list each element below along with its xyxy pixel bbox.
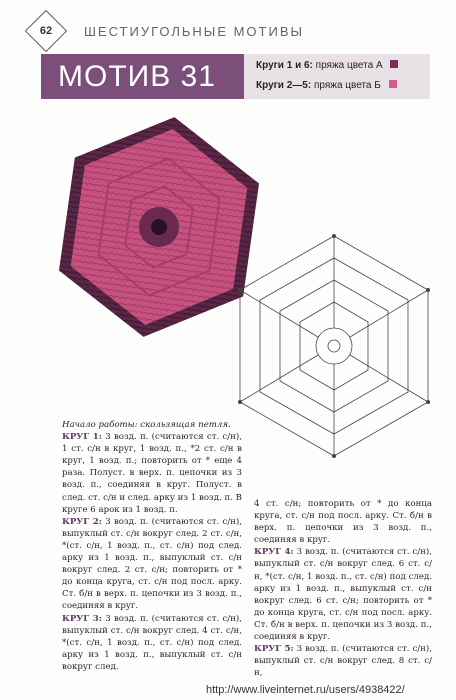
- round-label: КРУГ 1:: [62, 432, 102, 443]
- section-title: ШЕСТИУГОЛЬНЫЕ МОТИВЫ: [84, 24, 305, 39]
- crochet-chart: [232, 232, 436, 462]
- instructions-column-1: [62, 419, 242, 673]
- round-text: 4 ст. с/н; повторить от * до конца круга, ст. с/н под посл. арку. Ст. б/н в верх. п. цепочки из 3 возд. п., соединяя в круг.: [254, 499, 432, 546]
- yarn-row-a: [256, 60, 398, 71]
- yarn-row-b: [256, 80, 397, 91]
- instructions-column-2: [254, 498, 432, 679]
- round-label: КРУГ 2:: [62, 516, 102, 527]
- motif-title: МОТИВ 31: [58, 60, 216, 93]
- round-label: КРУГ 4:: [254, 547, 294, 558]
- color-swatch-b: [389, 80, 397, 88]
- round-text: 3 возд. п. (считаются ст. с/н), 1 ст. с/н в круг, 1 возд. п., *2 ст. с/н в круг, 1 возд. п.; повторить от * еще 4 раза. Полуст. в верх. п. цепочки из 3 возд. п., соединяя в круг. Полуст. в след. ст. с/н и след. арку из 1 возд. п. В круге 6 арок из 1 возд. п.: [62, 432, 242, 515]
- color-swatch-a: [390, 60, 398, 68]
- round-5: [254, 643, 432, 679]
- round-3: [62, 613, 242, 673]
- round-1: [62, 431, 242, 516]
- round-text: 3 возд. п. (считаются ст. с/н), выпуклый ст. с/н вокруг след. 4 ст. с/н, *(ст. с/н, 1 возд. п., ст. с/н) под след. арку из 1 возд. п., выпуклый ст. с/н вокруг след.: [62, 613, 242, 672]
- round-text: 3 возд. п. (считаются ст. с/н), выпуклый ст. с/н вокруг след. 2 ст. с/н, *(ст. с/н, 1 возд. п., ст. с/н) под след. арку из 1 возд. п., выпуклый ст. с/н вокруг след. 2 ст. с/н; повторить от * до конца круга, ст. с/н под посл. арку. Ст. б/н в верх. п. цепочки из 3 возд. п., соединяя в круг.: [62, 516, 242, 612]
- page-number: 62: [39, 25, 53, 37]
- yarn-label: Круги 1 и 6:: [256, 60, 313, 71]
- yarn-text: пряжа цвета А: [315, 60, 383, 71]
- round-2: [62, 516, 242, 613]
- yarn-label: Круги 2—5:: [256, 80, 312, 91]
- intro-text: Начало работы: скользящая петля.: [62, 420, 231, 430]
- round-text: 3 возд. п. (считаются ст. с/н), выпуклый ст. с/н вокруг след. 8 ст. с/н,: [254, 644, 432, 679]
- round-text: 3 возд. п. (считаются ст. с/н), выпуклый ст. с/н вокруг след. 6 ст. с/н, *(ст. с/н, 1 возд. п., ст. с/н) под след. арку из 1 возд. п., выпуклый ст. с/н вокруг след. 6 ст. с/н; повторить от * до конца круга, ст. с/н под посл. арку. Ст. б/н в верх. п. цепочки из 3 возд. п., соединяя в круг.: [254, 547, 432, 643]
- round-4: [254, 546, 432, 643]
- round-label: КРУГ 3:: [62, 613, 102, 624]
- page-number-badge: [25, 10, 67, 52]
- round-label: КРУГ 5:: [254, 644, 294, 655]
- yarn-text: пряжа цвета Б: [313, 80, 381, 91]
- round-3-cont: [254, 498, 432, 546]
- source-url: http://www.liveinternet.ru/users/4938422/: [206, 684, 405, 696]
